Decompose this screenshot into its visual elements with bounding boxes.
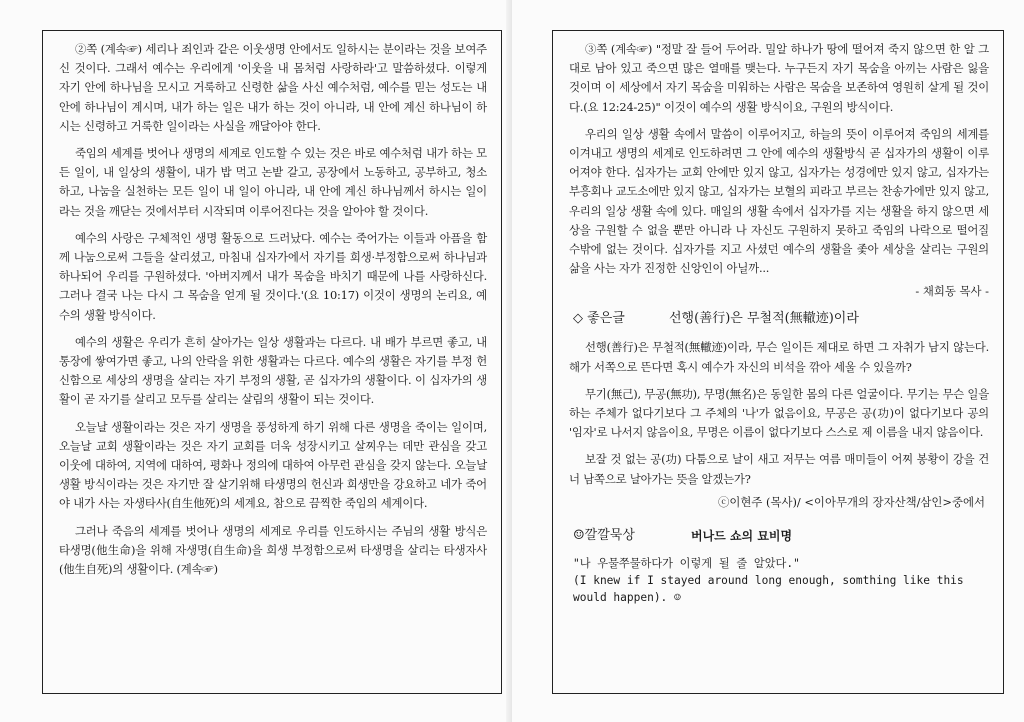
- left-content-box: [42, 30, 502, 694]
- section-paragraph-1: 선행(善行)은 무철적(無轍迹)이라, 무슨 일이든 제대로 하면 그 자취가 남지 않는다. 해가 서쪽으로 뜬다면 혹시 예수가 자신의 비석을 깎아 세울 수 있을까?: [569, 340, 989, 374]
- left-paragraph-2: 죽임의 세계를 벗어나 생명의 세계로 인도할 수 있는 것은 바로 예수처럼 내가 하는 모든 일이, 내 일상의 생활이, 내가 밥 먹고 논밭 갈고, 공장에서 노동하고, 공부하고, 청소하고, 나눔을 실천하는 모든 일이 내 일이 아니라, 내 안에 계신 하나님께서 하시는 일이라는 것을 깨닫는 것에서부터 시작되며 이루어진다는 것을 알아야 할 것이다.: [59, 146, 487, 218]
- quote-english: (I knew if I stayed around long enough, somthing like this would happen). ☺: [573, 573, 964, 604]
- left-paragraph-4: 예수의 생활은 우리가 흔히 살아가는 일상 생활과는 다르다. 내 배가 부르면 좋고, 내 통장에 쌓여가면 좋고, 나의 안락을 위한 생활과는 다르다. 예수의 생활은 자기를 부정 헌신함으로 세상의 생명을 살리는 자기 부정의 생활, 곧 십자가의 생활이다. 이 십자가의 생활이 곧 자기를 살리고 모두를 살리는 살림의 생활이 되는 것이다.: [59, 334, 487, 407]
- source-byline: ⓒ이현주 (목사)/ <이아무개의 장자산책/삼인>중에서: [718, 494, 985, 509]
- left-paragraph-6: 그러나 죽음의 세계를 벗어나 생명의 세계로 우리를 인도하시는 주님의 생활 방식은 타생명(他生命)을 위해 자생명(自生命)을 희생 부정함으로써 타생명을 살리는 타생자사(他生自死)의 생활이다. (계속☞): [59, 523, 487, 577]
- author-signature: - 채희동 목사 -: [915, 284, 989, 299]
- left-paragraph-1: ②쪽 (계속☞) 세리나 죄인과 같은 이웃생명 안에서도 일하시는 분이라는 것을 보여주신 것이다. 그래서 예수는 우리에게 '이웃을 내 몸처럼 사랑하라'고 말씀하셨다. 이렇게 자기 안에 하나님을 모시고 거룩하고 신령한 삶을 사신 예수처럼, 예수를 믿는 성도는 내 안에 하나님이 계시며, 내가 하는 일은 내가 하는 것이 아니라, 내 안에 계신 하나님이 하시는 신령하고 거룩한 일이라는 사실을 깨달아야 한다.: [59, 42, 487, 133]
- section-paragraph-2: 무기(無己), 무공(無功), 무명(無名)은 동일한 몸의 다른 얼굴이다. 무기는 무슨 일을 하는 주체가 없다기보다 그 주체의 '나'가 없음이요, 무공은 공(功)이 없다기보다 공의 '임자'로 나서지 않음이요, 무명은 이름이 없다기보다 스스로 제 이름을 내지 않음이다.: [569, 386, 989, 440]
- good-writing-label: ◇ 좋은글: [573, 311, 625, 327]
- humor-title: 버나드 쇼의 묘비명: [691, 528, 793, 543]
- quote-korean: "나 우물쭈물하다가 이렇게 될 줄 알았다.": [573, 556, 800, 570]
- right-paragraph-1: ③쪽 (계속☞) "정말 잘 들어 두어라. 밀알 하나가 땅에 떨어져 죽지 않으면 한 알 그대로 남아 있고 죽으면 많은 열매를 맺는다. 누구든지 자기 목숨을 아끼는 사람은 잃을 것이며 이 세상에서 자기 목숨을 미워하는 사람은 목숨을 보존하여 영원히 살게 될 것이다.(요 12:24-25)" 이것이 예수의 생활 방식이요, 구원의 방식이다.: [569, 42, 989, 114]
- right-page: [512, 0, 1024, 722]
- good-writing-title: 선행(善行)은 무철적(無轍迹)이라: [669, 311, 859, 327]
- humor-label: ☺깔깔묵상: [573, 527, 635, 543]
- section-paragraph-3: 보잘 것 없는 공(功) 다툼으로 날이 새고 저무는 여름 매미들이 어찌 봉황이 강을 건너 남쪽으로 날아가는 뜻을 알겠는가?: [569, 452, 989, 486]
- right-paragraph-2: 우리의 일상 생활 속에서 말씀이 이루어지고, 하늘의 뜻이 이루어져 죽임의 세계를 이겨내고 생명의 세계로 인도하려면 그 안에 예수의 생활방식 곧 십자가의 생활이 이루어져야 한다. 십자가는 교회 안에만 있지 않고, 십자가는 성경에만 있지 않고, 십자가는 부흥회나 교도소에만 있지 않고, 십자가는 보혈의 피라고 부르는 찬송가에만 있지 않고, 우리의 일상 생활 속에 있다. 매일의 생활 속에서 십자가를 지는 생활을 하지 않으면 세상을 구원할 수 없을 뿐만 아니라 나 자신도 구원하지 못하고 죽임의 나락으로 떨어질 수밖에 없는 것이다. 십자가를 지고 사셨던 예수의 생활을 좇아 세상을 살리는 구원의 삶을 사는 자가 진정한 신앙인이 아닐까...: [569, 126, 989, 276]
- humor-header: [573, 525, 989, 547]
- left-paragraph-3: 예수의 사랑은 구체적인 생명 활동으로 드러났다. 예수는 죽어가는 이들과 아픔을 함께 나눔으로써 그들을 살리셨고, 마침내 십자가에서 자기를 희생·부정함으로써 하나님과 하나되어 우리를 구원하셨다. '아버지께서 내가 목숨을 바치기 때문에 나를 사랑하신다. 그러나 결국 나는 다시 그 목숨을 얻게 될 것이다.'(요 10:17) 이것이 생명의 논리요, 예수의 생활 방식이다.: [59, 230, 487, 322]
- good-writing-header: [573, 308, 989, 330]
- left-paragraph-5: 오늘날 생활이라는 것은 자기 생명을 풍성하게 하기 위해 다른 생명을 죽이는 일이며, 오늘날 교회 생활이라는 것은 자기 교회를 더욱 성장시키고 살찌우는 데만 관심을 갖고 이웃에 대하여, 지역에 대하여, 평화나 정의에 대하여 아무런 관심을 갖지 않는다. 오늘날 생활 방식이라는 것은 자기만 잘 살기위해 타생명의 헌신과 희생만을 강요하고 네가 죽어야 내가 사는 자생타사(自生他死)의 세계요, 참으로 끔찍한 죽임의 세계이다.: [59, 419, 487, 511]
- right-content-box: [552, 30, 1004, 694]
